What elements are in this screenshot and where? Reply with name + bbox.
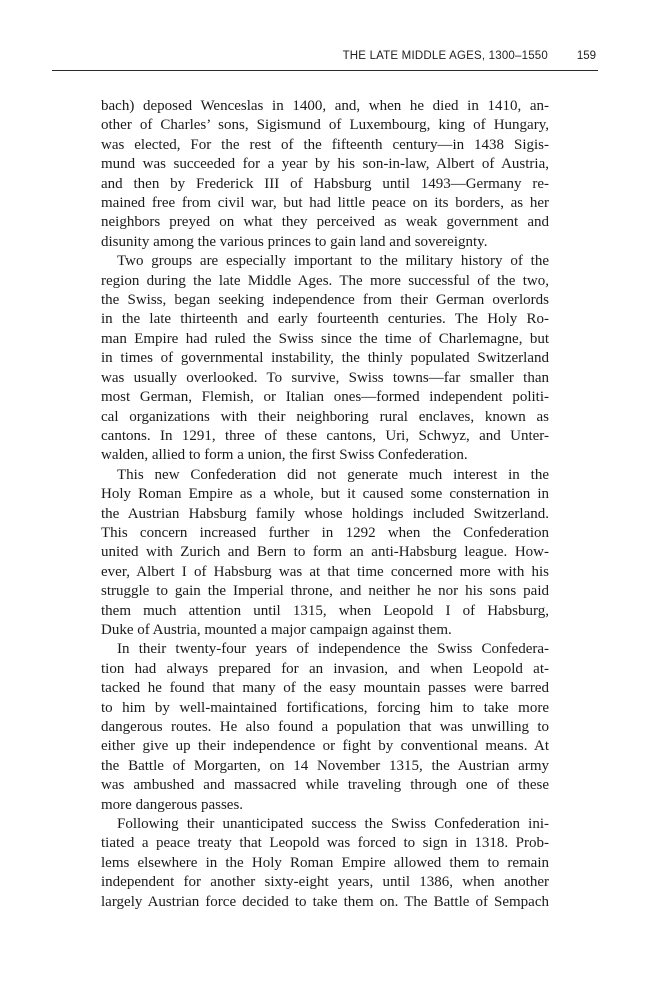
text-line: the Swiss, began seeking independence from their German overlords [101, 292, 549, 309]
running-title: THE LATE MIDDLE AGES, 1300–1550 [342, 50, 548, 62]
text-line: largely Austrian force decided to take them on. The Battle of Sempach [101, 893, 549, 910]
page-number: 159 [576, 50, 596, 62]
text-line: tiated a peace treaty that Leopold was forced to sign in 1318. Prob- [101, 835, 549, 852]
text-line: most German, Flemish, or Italian ones—formed independent politi- [101, 389, 549, 406]
text-line: Holy Roman Empire as a whole, but it caused some consternation in [101, 486, 549, 503]
text-line: Following their unanticipated success the Swiss Confederation ini- [117, 816, 549, 833]
text-line: was ambushed and massacred while traveling through one of these [101, 777, 549, 794]
text-line: lems elsewhere in the Holy Roman Empire allowed them to remain [101, 854, 549, 871]
text-line: Duke of Austria, mounted a major campaign against them. [101, 621, 452, 638]
text-line: This new Confederation did not generate much interest in the [117, 466, 549, 483]
text-line: mained free from civil war, but had little peace on its borders, as her [101, 195, 549, 212]
text-line: neighbors preyed on what they perceived as weak government and [101, 214, 549, 231]
text-line: dangerous routes. He also found a population that was unwilling to [101, 719, 549, 735]
text-line: Two groups are especially important to the military history of the [117, 253, 549, 270]
text-line: ever, Albert I of Habsburg was at that time concerned more with his [101, 563, 549, 580]
text-line: other of Charles’ sons, Sigismund of Luxembourg, king of Hungary, [101, 117, 549, 134]
text-line: united with Zurich and Bern to form an anti-Habsburg league. How- [101, 544, 549, 561]
text-line: cantons. In 1291, three of these cantons, Uri, Schwyz, and Unter- [101, 427, 549, 444]
running-header [52, 44, 598, 71]
text-line: to him by well-maintained fortifications, forcing him to take more [101, 699, 549, 716]
text-line: was usually overlooked. To survive, Swiss towns—far smaller than [101, 369, 549, 386]
text-line: This concern increased further in 1292 when the Confederation [101, 524, 549, 541]
text-line: In their twenty-four years of independence the Swiss Confedera- [117, 641, 549, 658]
text-line: in the late thirteenth and early fourteenth centuries. The Holy Ro- [101, 311, 549, 328]
text-line: mund was succeeded for a year by his son-in-law, Albert of Austria, [101, 156, 549, 173]
text-line: walden, allied to form a union, the first Swiss Confederation. [101, 447, 468, 464]
text-line: tacked he found that many of the easy mountain passes were barred [101, 680, 549, 697]
text-line: tion had always prepared for an invasion, and when Leopold at- [101, 660, 549, 677]
text-line: man Empire had ruled the Swiss since the time of Charlemagne, but [101, 330, 549, 347]
text-line: disunity among the various princes to gain land and sovereignty. [101, 233, 488, 250]
text-line: more dangerous passes. [101, 796, 244, 813]
text-line: independent for another sixty-eight years, until 1386, when another [101, 874, 549, 891]
text-line: either give up their independence or fight by conventional means. At [101, 738, 549, 755]
text-line: cal organizations with their neighboring rural enclaves, known as [101, 408, 549, 425]
text-line: them much attention until 1315, when Leopold I of Habsburg, [101, 602, 549, 619]
text-line: region during the late Middle Ages. The more successful of the two, [101, 272, 549, 289]
text-line: and then by Frederick III of Habsburg until 1493—Germany re- [101, 175, 549, 192]
body-text [101, 97, 549, 912]
text-line: struggle to gain the Imperial throne, and neither he nor his sons paid [101, 583, 549, 600]
text-line: bach) deposed Wenceslas in 1400, and, when he died in 1410, an- [101, 98, 549, 114]
text-line: in times of governmental instability, the thinly populated Switzerland [101, 350, 549, 367]
text-line: was elected, For the rest of the fifteenth century—in 1438 Sigis- [101, 136, 549, 153]
text-line: the Battle of Morgarten, on 14 November 1315, the Austrian army [101, 757, 549, 774]
text-line: the Austrian Habsburg family whose holdings included Switzerland. [101, 505, 549, 522]
